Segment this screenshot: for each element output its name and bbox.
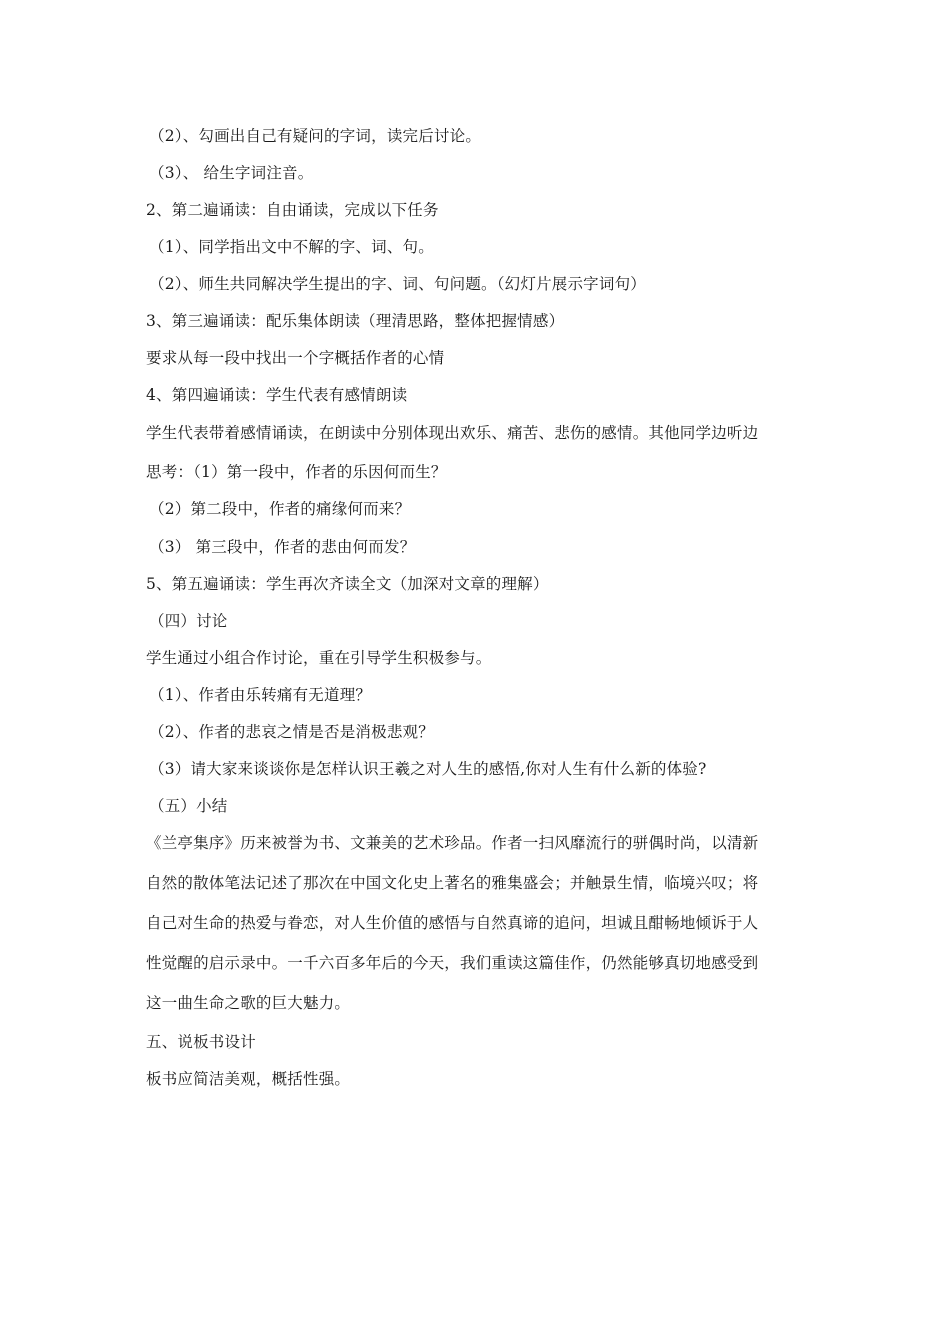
paragraph-line: 这一曲生命之歌的巨大魅力。 (146, 994, 351, 1012)
text-line: 学生代表带着感情诵读，在朗读中分别体现出欢乐、痛苦、悲伤的感情。其他同学边听边 (146, 424, 759, 442)
text-line: 4、第四遍诵读：学生代表有感情朗读 (146, 386, 408, 404)
text-line: 2、第二遍诵读：自由诵读，完成以下任务 (146, 201, 439, 219)
paragraph-line: 《兰亭集序》历来被誉为书、文兼美的艺术珍品。作者一扫风靡流行的骈偶时尚，以清新 (146, 834, 759, 852)
text-line: 3、第三遍诵读：配乐集体朗读（理清思路，整体把握情感） (146, 312, 565, 330)
section-heading: （四）讨论 (149, 612, 228, 630)
text-line: （1）、同学指出文中不解的字、词、句。 (149, 238, 434, 256)
text-line: 要求从每一段中找出一个字概括作者的心情 (146, 349, 445, 367)
text-line: （2）、作者的悲哀之情是否是消极悲观？ (149, 723, 434, 741)
text-line: （2）、勾画出自己有疑问的字词，读完后讨论。 (149, 127, 482, 145)
text-line: （3）、 给生字词注音。 (149, 164, 314, 182)
text-line: （3） 第三段中，作者的悲由何而发？ (149, 538, 416, 556)
paragraph-line: 自己对生命的热爱与眷恋，对人生价值的感悟与自然真谛的追问，坦诚且酣畅地倾诉于人 (146, 914, 759, 932)
text-line: 思考：（1）第一段中，作者的乐因何而生？ (146, 463, 447, 481)
paragraph-line: 性觉醒的启示录中。一千六百多年后的今天，我们重读这篇佳作，仍然能够真切地感受到 (146, 954, 759, 972)
paragraph-line: 自然的散体笔法记述了那次在中国文化史上著名的雅集盛会；并触景生情，临境兴叹；将 (146, 874, 759, 892)
text-line: （3）请大家来谈谈你是怎样认识王羲之对人生的感悟,你对人生有什么新的体验? (149, 760, 707, 778)
section-heading: （五）小结 (149, 797, 228, 815)
section-heading: 五、说板书设计 (146, 1033, 256, 1051)
text-line: 5、第五遍诵读：学生再次齐读全文（加深对文章的理解） (146, 575, 549, 593)
text-line: （2）、师生共同解决学生提出的字、词、句问题。（幻灯片展示字词句） (149, 275, 646, 293)
text-line: （1）、作者由乐转痛有无道理？ (149, 686, 372, 704)
text-line: （2）第二段中，作者的痛缘何而来？ (149, 500, 411, 518)
text-line: 板书应简洁美观，概括性强。 (146, 1070, 351, 1088)
text-line: 学生通过小组合作讨论，重在引导学生积极参与。 (146, 649, 492, 667)
